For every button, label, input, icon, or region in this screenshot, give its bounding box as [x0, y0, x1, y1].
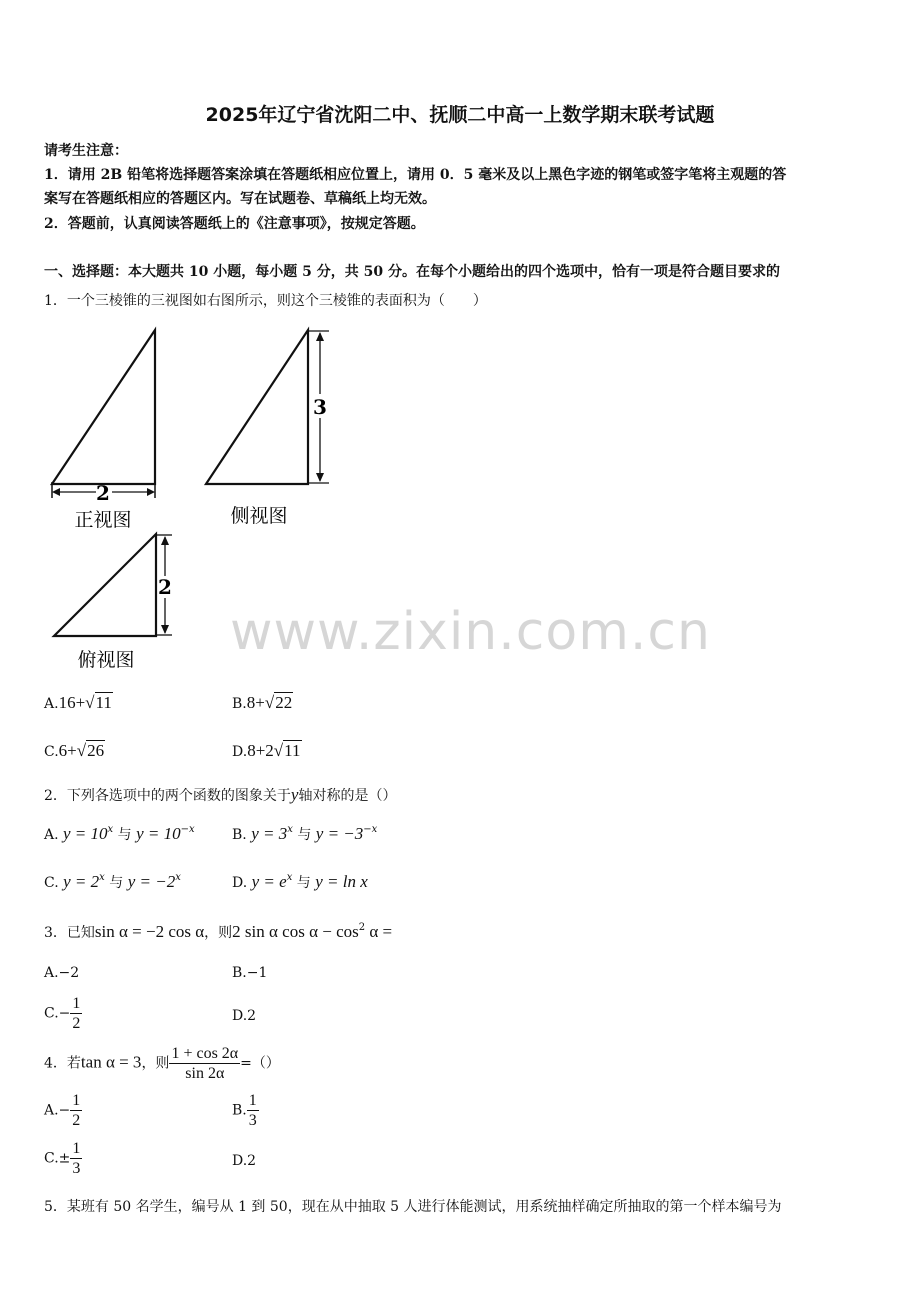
- exponent-2: x: [175, 872, 181, 883]
- denominator: 2: [72, 1015, 81, 1032]
- connector: 与: [297, 827, 312, 843]
- q1-option-c: C.6+√26: [44, 741, 105, 760]
- top-view-label: 俯视图: [77, 649, 135, 671]
- front-view: [52, 330, 155, 531]
- function-1: y = e: [251, 872, 287, 891]
- side-dim-label: 3: [313, 395, 327, 419]
- option-letter: A.: [44, 827, 59, 843]
- option-letter: D.: [232, 875, 248, 891]
- q2-option-b: [232, 824, 377, 844]
- q2-stem: [44, 785, 396, 805]
- q4-condition: tan α = 3: [80, 1052, 142, 1072]
- function-2: y = −2: [127, 872, 176, 891]
- function-2: y = ln x: [315, 872, 368, 891]
- exponent-2: −x: [363, 824, 378, 835]
- notice-heading: 请考生注意：: [44, 143, 128, 159]
- q3-option-c: [44, 994, 82, 1033]
- notice-line-1b: 案写在答题纸相应的答题区内。写在试题卷、草稿纸上均无效。: [44, 191, 436, 207]
- q1-option-b: B.8+√22: [232, 693, 293, 712]
- notice-line-1a: 1．请用 2B 铅笔将选择题答案涂填在答题纸相应位置上，请用 0．5 毫米及以上黑色字迹的钢笔或签字笔将主观题的答: [44, 167, 787, 183]
- exponent-1: x: [287, 824, 293, 835]
- denominator: 3: [72, 1160, 81, 1177]
- q2-option-c: [44, 872, 181, 892]
- q1-option-d: D.8+2√11: [232, 741, 301, 760]
- numerator: 1: [72, 1140, 81, 1157]
- q4-option-a: [44, 1091, 82, 1130]
- option-letter: B.: [232, 827, 247, 843]
- function-2: y = 10: [136, 824, 181, 843]
- fraction: [70, 1091, 82, 1130]
- option-term: 8+2: [247, 741, 274, 760]
- numerator: 1: [72, 1092, 81, 1109]
- q4-stem-text: =（）: [240, 1055, 280, 1072]
- option-letter: C.: [44, 875, 59, 891]
- function-2: y = −3: [315, 824, 364, 843]
- q4-option-c: [44, 1139, 82, 1178]
- connector: 与: [117, 827, 132, 843]
- q1-stem: 1．一个三棱锥的三视图如右图所示，则这个三棱锥的表面积为（ ）: [44, 293, 487, 309]
- q3-expression-end: α =: [365, 922, 393, 941]
- option-letter: A.−: [44, 1102, 71, 1119]
- q3-stem-text: 3．已知: [44, 925, 95, 941]
- fraction: [70, 1139, 82, 1178]
- option-letter: D.: [232, 744, 248, 760]
- denominator: sin 2α: [185, 1065, 225, 1082]
- q2-stem-text: 轴对称的是（）: [298, 788, 397, 804]
- q4-stem-text: ，则: [141, 1055, 170, 1072]
- q3-option-d: D.2: [232, 1008, 257, 1024]
- option-letter: C.±: [44, 1150, 71, 1167]
- section-heading: 一、选择题：本大题共 10 小题，每小题 5 分，共 50 分。在每个小题给出的四个选项中，恰有一项是符合题目要求的: [44, 264, 780, 280]
- q4-stem: [44, 1044, 280, 1083]
- q4-option-b: [232, 1091, 259, 1130]
- front-dim-label: 2: [96, 481, 110, 505]
- option-letter: C.−: [44, 1005, 71, 1022]
- q4-fraction: [169, 1044, 240, 1083]
- connector: 与: [296, 875, 311, 891]
- page-title: 2025年辽宁省沈阳二中、抚顺二中高一上数学期末联考试题: [205, 104, 715, 126]
- numerator: 1: [72, 995, 81, 1012]
- q2-option-a: [44, 824, 195, 844]
- q2-stem-text: 2．下列各选项中的两个函数的图象关于: [44, 788, 291, 804]
- side-view-label: 侧视图: [230, 505, 288, 527]
- option-term: 8+: [246, 693, 265, 712]
- radicand: 11: [95, 693, 112, 712]
- radicand: 26: [87, 741, 105, 760]
- option-letter: A.: [44, 696, 59, 712]
- option-term: 6+: [58, 741, 77, 760]
- watermark: www.zixin.com.cn: [230, 602, 711, 662]
- q4-stem-text: 4．若: [44, 1055, 81, 1072]
- option-letter: B.: [232, 1102, 247, 1119]
- function-1: y = 10: [63, 824, 108, 843]
- denominator: 3: [248, 1112, 257, 1129]
- connector: 与: [109, 875, 124, 891]
- exponent-1: x: [286, 872, 293, 883]
- q3-expression: 2 sin α cos α − cos: [232, 922, 359, 941]
- fraction: [247, 1091, 259, 1130]
- q3-condition: sin α = −2 cos α: [94, 922, 205, 941]
- option-letter: C.: [44, 744, 59, 760]
- q3-option-b: B.−1: [232, 965, 268, 981]
- option-term: 16+: [58, 693, 86, 712]
- function-1: y = 2: [63, 872, 100, 891]
- option-letter: B.: [232, 696, 247, 712]
- function-1: y = 3: [251, 824, 288, 843]
- radicand: 11: [284, 741, 301, 760]
- numerator: 1: [248, 1092, 257, 1109]
- exponent-1: x: [107, 824, 114, 835]
- fraction: [70, 994, 82, 1033]
- radicand: 22: [275, 693, 293, 712]
- exponent-2: −x: [180, 824, 195, 835]
- numerator: 1 + cos 2α: [171, 1045, 239, 1062]
- top-dim-label: 2: [158, 575, 172, 599]
- notice-line-2: 2．答题前，认真阅读答题纸上的《注意事项》，按规定答题。: [44, 216, 425, 232]
- side-view: [206, 330, 329, 527]
- q1-option-a: A.16+√11: [44, 693, 112, 712]
- exponent-1: x: [99, 872, 105, 883]
- q5-stem: 5．某班有 50 名学生，编号从 1 到 50，现在从中抽取 5 人进行体能测试，用系统抽样确定所抽取的第一个样本编号为: [44, 1199, 782, 1215]
- denominator: 2: [72, 1112, 81, 1129]
- q3-stem-text: ，则: [204, 925, 233, 941]
- q2-option-d: [232, 872, 368, 892]
- q3-stem: [44, 922, 392, 942]
- q3-exponent: 2: [358, 922, 366, 933]
- q2-stem-var: y: [290, 785, 299, 804]
- q4-option-d: D.2: [232, 1153, 257, 1169]
- q3-option-a: A.−2: [44, 965, 80, 981]
- top-view: [54, 534, 172, 671]
- front-view-label: 正视图: [74, 509, 132, 531]
